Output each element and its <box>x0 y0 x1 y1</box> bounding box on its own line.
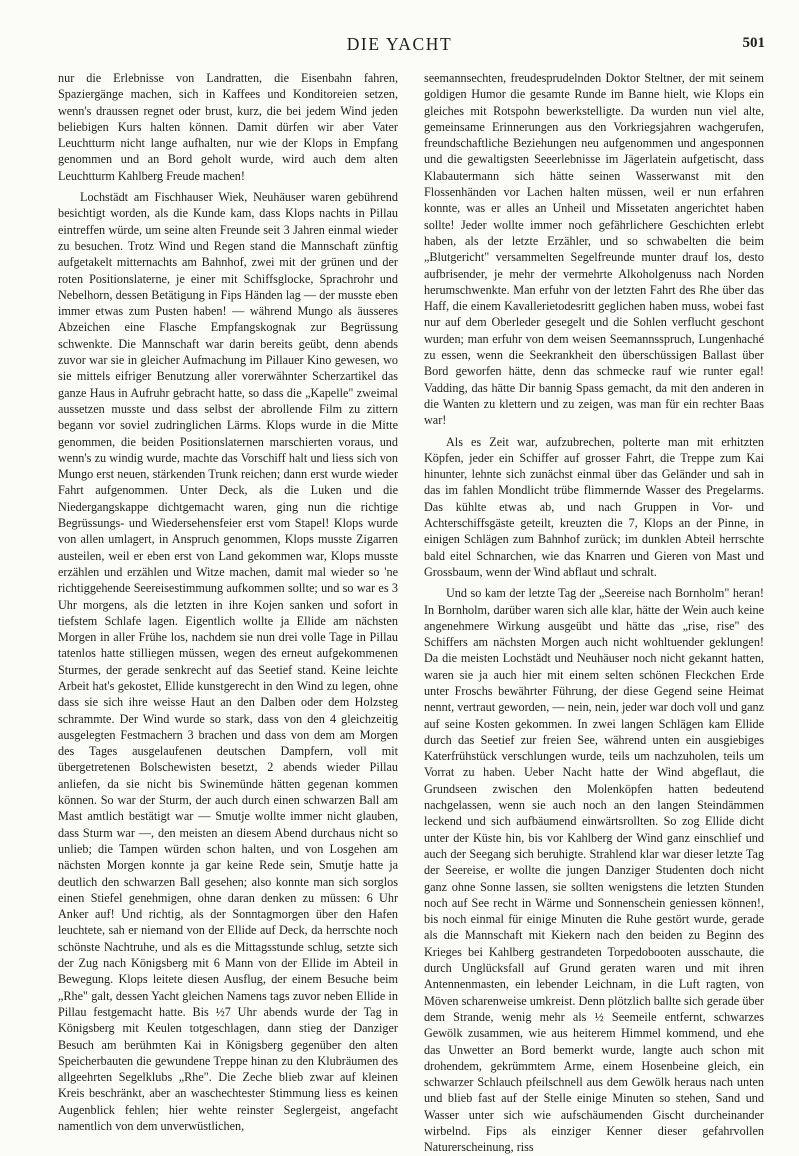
paragraph: Und so kam der letzte Tag der „Seereise nach Bornholm" heran! In Bornholm, darüber waren sich alle klar, hätte der Wein auch keine angenehmere Wirkung ausgeübt und hätte das „rise, rise" des Schiffers am nächsten Morgen auch nicht wohltuender geklungen! Da die meisten Lochstädt und Neuhäuser noch nicht gekannt hatten, waren sie ja auch hier mit einem selten schönen Fleckchen Erde unter Froschs bewährter Führung, der diese Gegend seine Heimat nennt, vertraut geworden, — nein, nein, jeder war doch voll und ganz auf seine Kosten gekommen. In zwei langen Schlägen kam Ellide durch das Seetief zur freien See, während unten ein ausgiebiges Katerfrühstück verschlungen wurde, teils um nachzuholen, teils um Vorrat zu haben. Ueber Nacht hatte der Wind abgeflaut, die Grundseen zwischen den Molenköpfen hatten bedeutend nachgelassen, wenn sie auch noch an den langen Steindämmen leckend und sich aufbäumend einwärtsrollten. So zog Ellide dicht unter der Küste hin, bis vor Kahlberg der Wind ganz einschlief und auch der Seegang sich beruhigte. Strahlend klar war dieser letzte Tag der Seereise, er wollte die jungen Danziger Studenten doch nicht ganz ohne Sonne lassen, sie sollten wenigstens die letzten Stunden noch auf See recht in Wärme und Sonnenschein geniessen können!, bis noch einmal für einige Minuten die Ruhe gestört wurde, gerade als die Mannschaft mit Kiekern nach den beiden zu Beginn des Krieges bei Kahlberg gestrandeten Torpedobooten ausschaute, die durch Unglücksfall auf Grund geraten waren und mit ihren Antennenmasten, ein lebender Leichnam, in die Luft ragten, von Möven scharenweise umkreist. Denn plötzlich ballte sich gerade über dem Strande, wenig mehr als ½ Seemeile entfernt, schwarzes Gewölk zusammen, wie aus heiterem Himmel kommend, und ehe das Unwetter an Bord bemerkt wurde, langte auch schon mit drohendem, gekrümmtem Arme, einem Hosenbeine gleich, ein schwarzer Schlauch pfeilschnell aus dem Gewölk heraus nach unten und blieb fast auf der Stelle einige Minuten so stehen, Sand und Wasser unter sich wie aufschäumenden Gischt durcheinander wirbelnd. Fips als einziger Kenner dieser gefahrvollen Naturerscheinung, riss <box>424 586 764 1155</box>
paragraph: seemannsechten, freudesprudelnden Doktor Steltner, der mit seinem goldigen Humor die gesamte Runde im Banne hielt, wie Klops ein gleiches mit Rotspohn bewerkstelligte. Da wurden nun viel alte, gemeinsame Erinnerungen aus den Vorkriegsjahren wachgerufen, freundschaftliche Beziehungen neu aufgenommen und angesponnen und die gewaltigsten Seeerlebnisse im Jägerlatein aufgetischt, dass Klabautermann sich hätte seinen Wasserwanst mit den Flossenhänden vor Lachen halten müssen, weil er nun erfahren konnte, was er alles an Unheil und Missetaten angerichtet haben sollte! Jeder wollte immer noch gefährlichere Geschichten erlebt haben, als der letzte Erzähler, und so schwabelten die beim „Blutgericht" versammelten Segelfreunde munter drauf los, desto aufbrisender, je mehr der vermehrte Alkoholgenuss nach Norden herumschwenkte. Man erfuhr von der letzten Fahrt des Rhe über das Haff, die einem Kavallerietodesritt geglichen haben muss, wobei fast nur auf dem Oberleder gesegelt und die Sohlen verflucht geschont wurden; man erfuhr von dem weisen Seemannsspruch, Lungenhaché zu essen, wenn die Seekrankheit den überschüssigen Ballast über Bord geworfen hätte, denn das schmecke rauf wie runter egal! Vadding, das hätte Dir bannig Spass gemacht, da mit den anderen in die Wanten zu klettern und zu zeigen, was man für ein rechter Baas war! <box>424 71 764 428</box>
paragraph: Als es Zeit war, aufzubrechen, polterte man mit erhitzten Köpfen, jeder ein Schiffer auf grosser Fahrt, die Treppe zum Kai hinunter, lehnte sich zunächst einmal über das Geländer und sah in das im fahlen Mondlicht trübe flimmernde Wasser des Pregelarms. Das kühlte etwas ab, und nach Gruppen in Vor- und Achterschiffsgäste geteilt, kreuzten die 7, Klops an der Pinne, in einigen Schlägen zum Bahnhof zurück; im dunklen Abteil herrschte bald eitel Schnarchen, wie das Knarren und Gieren von Mast und Grossbaum, wenn der Wind abflaut und schralt. <box>424 434 764 579</box>
page-number: 501 <box>742 35 765 51</box>
left-column <box>58 70 398 1133</box>
paragraph: nur die Erlebnisse von Landratten, die Eisenbahn fahren, Spaziergänge machen, sich in Kaffees und Konditoreien setzen, wenn's draussen regnet oder brust, kurz, die bei jedem Wind jeden beliebigen Kurs halten können. Damit dürfen wir aber Vater Leuchtturm nicht lange aufhalten, nur wie der Klops in Empfang genommen und an Bord geholt wurde, wird auch dem alten Leuchtturm Kahlberg Freude machen! <box>58 71 398 183</box>
magazine-title: DIE YACHT <box>346 34 453 54</box>
page-header <box>0 34 799 58</box>
right-column <box>424 70 764 1155</box>
article-body <box>58 70 764 1155</box>
paragraph: Lochstädt am Fischhauser Wiek, Neuhäuser waren gebührend besichtigt worden, als die Kunde kam, dass Klops nachts in Pillau eintreffen würde, um seine alten Freunde seit 3 Jahren einmal wieder zu besuchen. Trotz Wind und Regen stand die Mannschaft zünftig aufgetakelt mitternachts am Bahnhof, zwei mit der grünen und der roten Positionslaterne, je einer mit Schiffsglocke, Sprachrohr und Nebelhorn, dessen Betätigung in Fips Händen lag — der musste eben immer etwas zum Pusten haben! — während Mungo als äusseres Abzeichen eine Flasche Empfangskognak zur Begrüssung schwenkte. Die Mannschaft war darin bereits geübt, denn abends zuvor war sie in gleicher Aufmachung im Pillauer Kino gewesen, wo sie mittels eifriger Benutzung aller vorerwähnter Scherzartikel das ganze Haus in Aufruhr gebracht hatte, so dass die „Kapelle" zweimal aussetzen musste und dass selbst der abrollende Film zu zittern begann vor soviel zudringlichen Lärms. Klops wurde in die Mitte genommen, die beiden Positionslaternen marschierten voraus, und wenn's zu windig wurde, machte das Vorschiff halt und liess sich von Mungo erst neuen, stärkenden Trunk reichen; dann erst wurde wieder Fahrt aufgenommen. Unter Deck, als die Luken und die Niedergangskappe dichtgemacht waren, ging nun die richtige Begrüssungs- und Wiedersehensfeier erst vom Stapel! Klops wurde von allen umlagert, in Anspruch genommen, Klops musste Zigarren austeilen, weil er eben erst von Land gekommen war, Klops musste erzählen und erzählen und Witze machen, damit mal wieder so 'ne richtiggehende Seereisestimmung aufkommen sollte; und so war es 3 Uhr morgens, als die letzten in ihre Kojen sanken und sofort in tiefstem Schlafe lagen. Eigentlich wollte ja Ellide am nächsten Morgen in aller Frühe los, nachdem sie nun drei volle Tage in Pillau tatenlos hatte stilliegen müssen, wegen des erneut aufgekommenen Sturmes, der gerade senkrecht auf das Seetief stand. Keine leichte Arbeit hat's gekostet, Ellide kunstgerecht in den Wind zu legen, ohne dass sie sich ihre weisse Haut an den Dalben oder dem Holzsteg schrammte. Der Wind wurde so stark, dass von den 4 gleichzeitig ausgelegten Festmachern 3 brachen und dass von dem am Morgen des Tages ausgelaufenen deutschen Dampfern, voll mit übergetretenen Bolschewisten besetzt, 2 abends wieder Pillau anliefen, da sie nicht bis Swinemünde hätten gegenan kommen können. So war der Sturm, der auch durch einen schwarzen Ball am Mast amtlich bestätigt war — Smutje wollte immer nicht glauben, dass Sturm war —, den meisten an diesem Abend durchaus nicht so unlieb; die Tampen würden schon halten, und von Losgehen am nächsten Morgen konnte ja gar keine Rede sein, Smutje hatte ja deutlich den schwarzen Ball gesehen; also konnte man sich sorglos einen Stiefel genehmigen, ohne daran denken zu müssen: 6 Uhr Anker auf! Und richtig, als der Sonntagmorgen über den Hafen leuchtete, sah er niemand von der Ellide auf Deck, da herrschte noch schönste Nachtruhe, und als es die Mittagsstunde schlug, setzte sich der Zug nach Königsberg mit 6 Mann von der Ellide im Abteil in Bewegung. Klops leitete diesen Ausflug, der einem Besuche beim „Rhe" galt, dessen Yacht gleichen Namens tags zuvor neben Ellide in Pillau festgemacht hatte. Bis ½7 Uhr abends wurde der Tag in Königsberg mit Keulen totgeschlagen, dann stieg der Danziger Besuch am berühmten Kai in Königsberg gegenüber den alten Speicherbauten die gewundene Treppe hinan zu den Klubräumen des allgeehrten Segelklubs „Rhe". Die Zeche blieb zwar auf kleinen Kreis beschränkt, aber an waschechtester Stimmung liess es keinen Augenblick fehlen; hier wehte reinster Seglergeist, angefacht namentlich von dem unverwüstlichen, <box>58 190 398 1133</box>
